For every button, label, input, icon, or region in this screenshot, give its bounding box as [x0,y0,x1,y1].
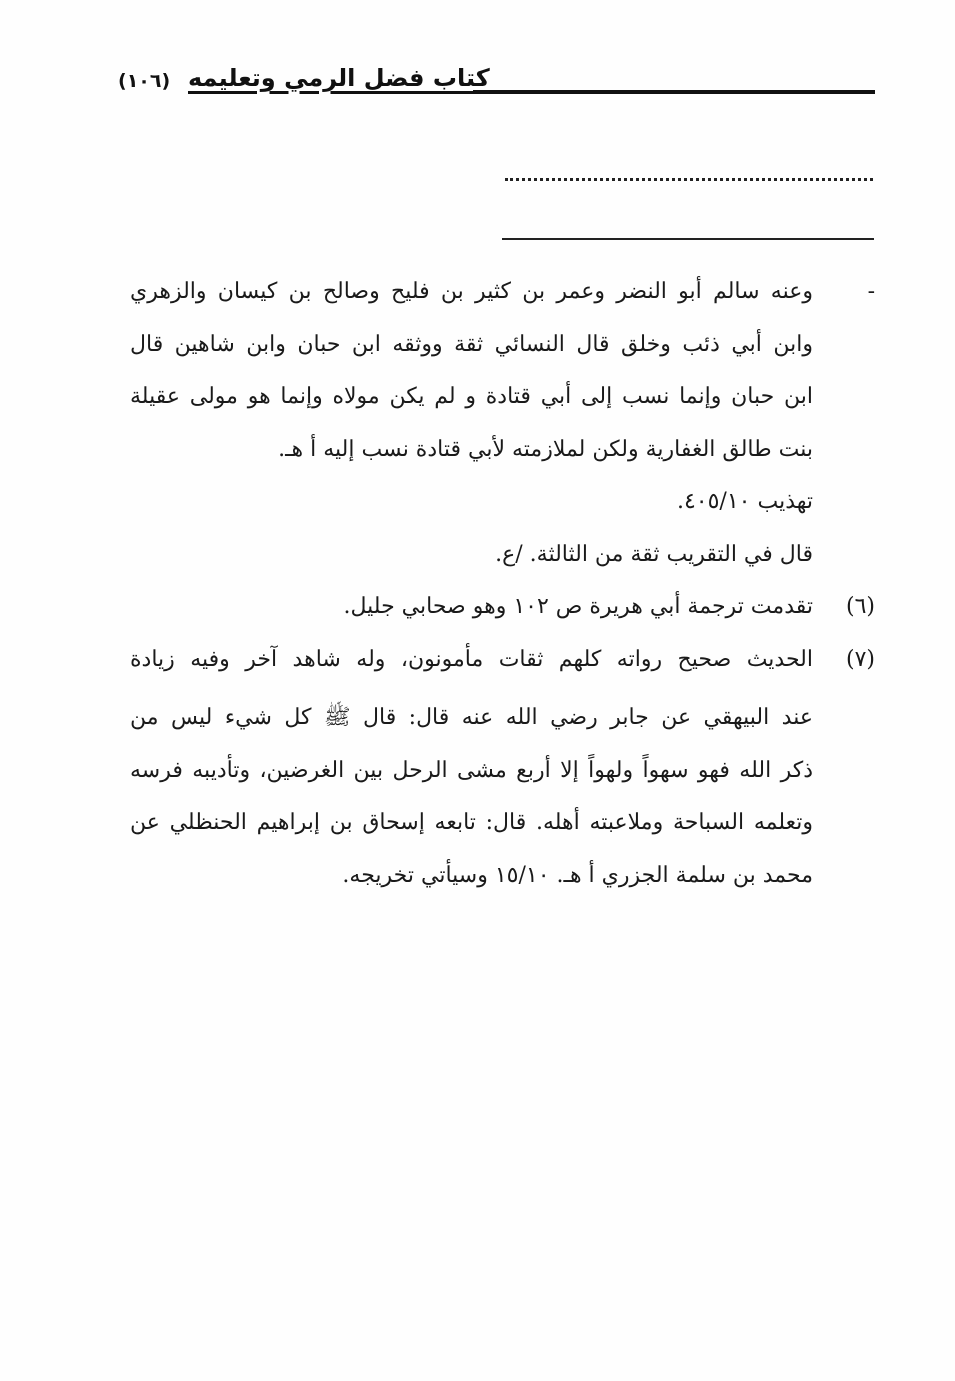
dotted-line [505,178,873,183]
footnote-number: (٧) [845,646,875,672]
footnote-text: بنت طالق الغفارية ولكن لملازمته لأبي قتادة نسب إليه أ هـ. [278,436,813,462]
footnote-text: محمد بن سلمة الجزري أ هـ. ١٥/١٠ وسيأتي تخريجه. [342,862,813,888]
footnote-text: الحديث صحيح رواته كلهم ثقات مأمونون، وله شاهد آخر وفيه زيادة [130,646,813,672]
footnote-number: (٦) [845,594,875,619]
footnote-line [130,535,875,588]
footnote-separator [502,238,874,240]
footnote-text: عند البيهقي عن جابر رضي الله عنه قال: قال ﷺ كل شيء ليس من [130,705,813,730]
footnotes-block [130,272,875,908]
footnote-line [130,698,875,751]
footnote-text: وابن أبي ذئب وخلق قال النسائي ثقة ووثقه ابن حبان وابن شاهين قال [130,331,813,357]
dash-marker: - [867,279,875,304]
footnote-text: وعنه سالم أبو النضر وعمر بن كثير بن فليح وصالح بن كيسان والزهري [130,279,813,304]
book-title: كتاب فضل الرمي وتعليمه [188,64,490,92]
reference-text: تهذيب ٤٠٥/١٠. [676,489,813,514]
footnote-line [130,482,875,535]
footnote-text: ابن حبان وإنما نسب إلى أبي قتادة و لم يكن مولاه وإنما هو مولى عقيلة [130,384,813,409]
footnote-7 [130,640,875,693]
footnote-line [130,803,875,856]
page-number: (١٠٦) [118,70,171,92]
footnote-line [130,377,875,430]
footnote-line [130,325,875,378]
reference-text: قال في التقريب ثقة من الثالثة. /ع. [495,541,813,567]
footnote-line [130,856,875,909]
footnote-text: ذكر الله فهو سهواً ولهواً إلا أربع مشى الرحل بين الغرضين، وتأديبه فرسه [130,757,813,783]
footnote-text: تقدمت ترجمة أبي هريرة ص ١٠٢ وهو صحابي جليل. [343,594,813,619]
footnote-line [130,272,875,325]
footnote-line [130,751,875,804]
header-rule [473,90,875,94]
running-header [118,62,875,102]
footnote-line [130,430,875,483]
footnote-text: وتعلمه السباحة وملاعبته أهله. قال: تابعه إسحاق بن إبراهيم الحنظلي عن [130,810,813,835]
footnote-6 [130,587,875,640]
